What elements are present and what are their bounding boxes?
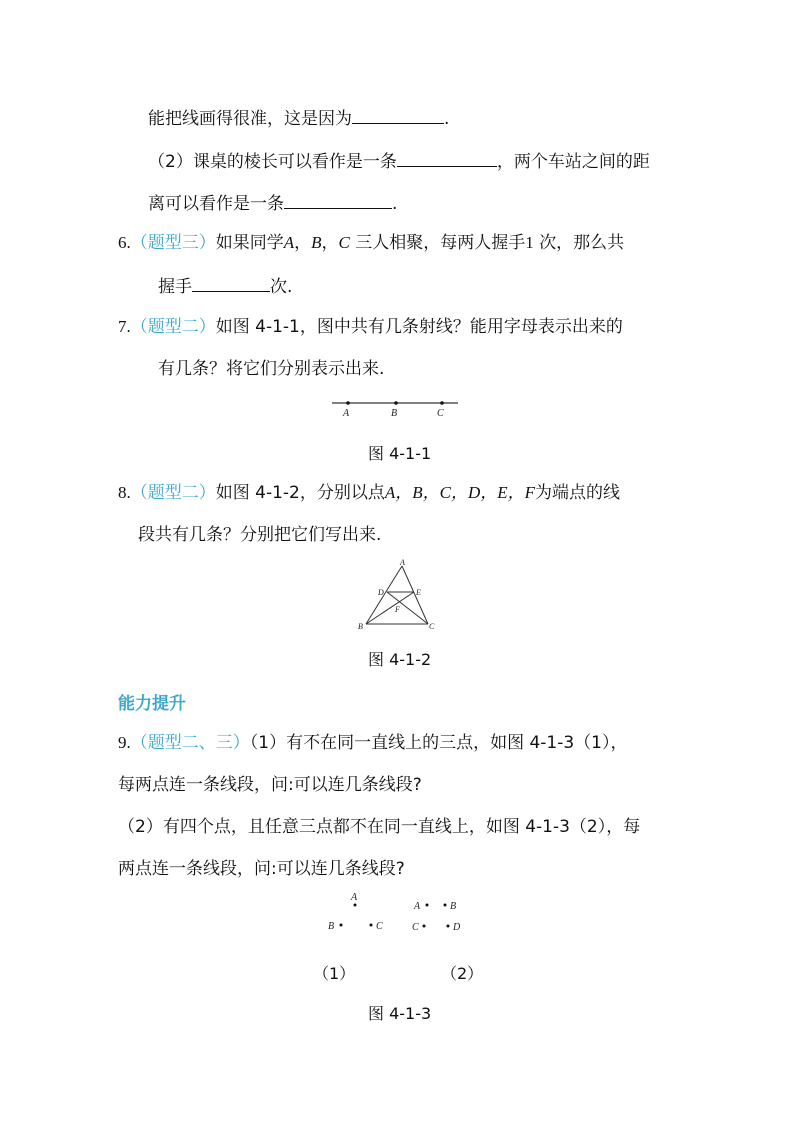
q5-part2-line1: （2）课桌的棱长可以看作是一条 ，两个车站之间的距: [148, 148, 650, 174]
point-b: [444, 904, 447, 907]
subfigure-label: （2）: [441, 964, 484, 983]
q8-line1: 8.（题型二）如图 4-1-2，分别以点A，B，C，D，E，F为端点的线: [118, 483, 621, 503]
q5-line1-text: 能把线画得很准，这是因为: [148, 109, 352, 129]
figure-4-1-1: [326, 394, 476, 424]
label-a: A: [351, 892, 358, 903]
q9-line4: 两点连一条线段，问:可以连几条线段?: [118, 859, 405, 879]
question-type-tag: （题型二）: [130, 483, 216, 503]
point-c: [370, 924, 373, 927]
answer-blank[interactable]: [352, 105, 444, 124]
figure-4-1-3: [322, 890, 472, 946]
q9-line3: （2）有四个点，且任意三点都不在同一直线上，如图 4-1-3（2），每: [118, 817, 641, 837]
q5-line1: 能把线画得很准，这是因为 .: [148, 105, 449, 131]
point-a: [426, 904, 429, 907]
q8-line2: 段共有几条？分别把它们写出来.: [138, 525, 382, 545]
answer-blank[interactable]: [284, 190, 392, 209]
label-a: A: [414, 901, 421, 912]
question-type-tag: （题型二）: [130, 317, 216, 337]
label-c: C: [376, 921, 383, 932]
segment-ac: [402, 566, 428, 624]
label-c: C: [429, 622, 435, 631]
label-a: A: [400, 558, 405, 567]
label-a: A: [343, 408, 350, 419]
segment-ab: [366, 566, 402, 624]
figure-caption: 图 4-1-2: [368, 650, 432, 669]
label-e: E: [416, 588, 421, 597]
q9-line1: 9.（题型二、三）（1）有不在同一直线上的三点，如图 4-1-3（1），: [118, 733, 628, 753]
q6-line2: 握手 次.: [158, 273, 292, 299]
q5-part2-line2: 离可以看作是一条 .: [148, 190, 397, 216]
subfigure-label: （1）: [313, 964, 356, 983]
figure-4-1-2: [356, 558, 442, 634]
point-a: [346, 401, 350, 405]
question-type-tag: （题型二、三）: [130, 733, 250, 753]
label-c: C: [412, 922, 419, 933]
figure-caption: 图 4-1-3: [368, 1004, 432, 1023]
label-c: C: [437, 408, 444, 419]
label-b: B: [391, 408, 398, 419]
point-a: [354, 904, 357, 907]
figure-caption: 图 4-1-1: [368, 444, 432, 463]
point-b: [340, 924, 343, 927]
label-b: B: [450, 901, 457, 912]
point-c: [440, 401, 444, 405]
label-f: F: [395, 605, 400, 614]
label-b: B: [328, 921, 335, 932]
answer-blank[interactable]: [192, 273, 270, 292]
point-d: [447, 925, 450, 928]
answer-blank[interactable]: [397, 148, 497, 167]
q7-line2: 有几条？将它们分别表示出来.: [158, 359, 385, 379]
label-d: D: [378, 588, 384, 597]
section-heading: 能力提升: [118, 694, 186, 714]
q7-line1: 7.（题型二）如图 4-1-1，图中共有几条射线？能用字母表示出来的: [118, 317, 623, 337]
q6-line1: 6.（题型三）如果同学A，B，C 三人相聚，每两人握手1 次，那么共: [118, 233, 625, 253]
question-type-tag: （题型三）: [130, 233, 216, 253]
label-b: B: [358, 622, 363, 631]
point-c: [423, 925, 426, 928]
point-b: [394, 401, 398, 405]
q9-line2: 每两点连一条线段，问:可以连几条线段?: [118, 775, 422, 795]
label-d: D: [453, 922, 461, 933]
